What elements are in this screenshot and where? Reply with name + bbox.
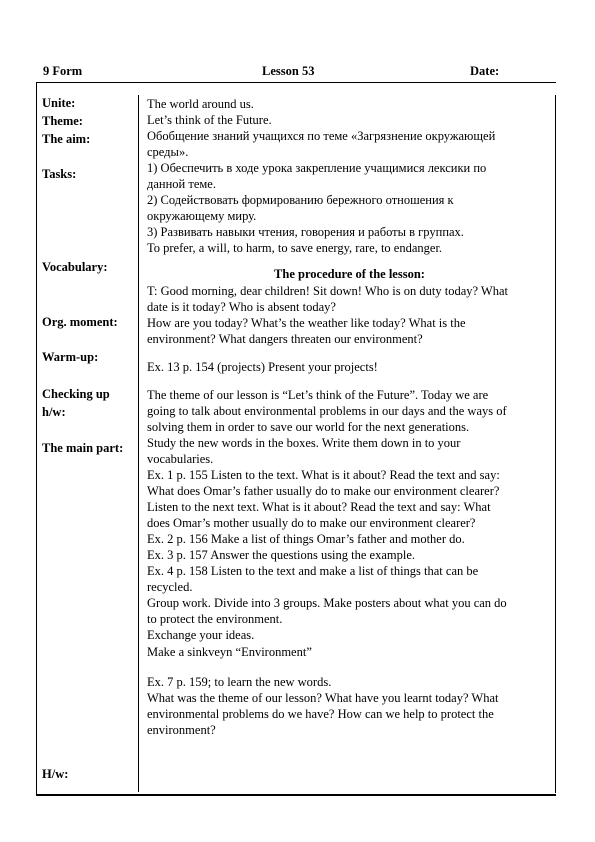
aim-text-line: среды». — [147, 145, 189, 160]
task-text-line: 3) Развивать навыки чтения, говорения и работы в группах. — [147, 225, 464, 240]
label-homework: H/w: — [42, 767, 69, 781]
task-text-line: окружающему миру. — [147, 209, 257, 224]
task-text-line: данной теме. — [147, 177, 216, 192]
main-part-text-line: Ex. 1 p. 155 Listen to the text. What is it about? Read the text and say: — [147, 467, 500, 482]
label-org-moment: Org. moment: — [42, 315, 118, 329]
main-part-text-line: Ex. 2 p. 156 Make a list of things Omar’s father and mother do. — [147, 532, 465, 547]
main-part-text-line: Make a sinkveyn “Environment” — [147, 644, 312, 659]
warm-up-text-line: How are you today? What’s the weather like today? What is the — [147, 315, 466, 330]
main-part-text-line: Group work. Divide into 3 groups. Make posters about what you can do — [147, 596, 507, 611]
org-moment-text-line: T: Good morning, dear children! Sit down! Who is on duty today? What — [147, 283, 509, 298]
label-warm-up: Warm-up: — [42, 350, 99, 364]
main-part-text-line: The theme of our lesson is “Let’s think of the Future”. Today we are — [147, 387, 489, 402]
task-text-line: 1) Обеспечить в ходе урока закрепление учащимися лексики по — [147, 161, 487, 176]
column-divider — [138, 95, 139, 792]
reflection-text-line: environment? — [147, 722, 216, 737]
warm-up-text-line: environment? What dangers threaten our environment? — [147, 331, 423, 346]
label-unite: Unite: — [42, 96, 76, 110]
form-label: 9 Form — [43, 64, 83, 78]
main-part-text-line: Exchange your ideas. — [147, 628, 255, 643]
right-border — [555, 95, 556, 793]
reflection-text-line: environmental problems do we have? How can we help to protect the — [147, 706, 494, 721]
label-hw-short: h/w: — [42, 405, 66, 419]
main-part-text-line: Ex. 4 p. 158 Listen to the text and make a list of things that can be — [147, 564, 479, 579]
main-part-text-line: vocabularies. — [147, 451, 214, 466]
date-label: Date: — [470, 64, 500, 78]
vocabulary-text: To prefer, a will, to harm, to save energy, rare, to endanger. — [147, 241, 443, 256]
label-theme: Theme: — [42, 114, 83, 128]
theme-text: Let’s think of the Future. — [147, 113, 272, 128]
label-main-part: The main part: — [42, 441, 124, 455]
main-part-text-line: Ex. 3 p. 157 Answer the questions using the example. — [147, 548, 416, 563]
lesson-content — [147, 96, 552, 738]
procedure-title: The procedure of the lesson: — [274, 267, 425, 282]
checking-text: Ex. 13 p. 154 (projects) Present your projects! — [147, 359, 378, 374]
aim-text-line: Обобщение знаний учащихся по теме «Загрязнение окружающей — [147, 129, 496, 144]
main-part-text-line: does Omar’s mother usually do to make our environment clearer? — [147, 516, 476, 531]
org-moment-text-line: date is it today? Who is absent today? — [147, 299, 336, 314]
main-part-text-line: solving them in order to save our world for the next generations. — [147, 419, 470, 434]
homework-text: Ex. 7 p. 159; to learn the new words. — [147, 674, 332, 689]
main-part-text-line: recycled. — [147, 580, 193, 595]
main-part-text-line: going to talk about environmental problems in our days and the ways of — [147, 403, 507, 418]
main-part-text-line: What does Omar’s father usually do to make our environment clearer? — [147, 484, 500, 499]
unite-text: The world around us. — [147, 97, 254, 111]
label-vocabulary: Vocabulary: — [42, 260, 108, 274]
label-aim: The aim: — [42, 132, 91, 146]
reflection-text-line: What was the theme of our lesson? What have you learnt today? What — [147, 690, 499, 705]
main-part-text-line: Study the new words in the boxes. Write them down in to your — [147, 435, 461, 450]
label-checking-up: Checking up — [42, 387, 110, 401]
label-tasks: Tasks: — [42, 167, 77, 181]
lesson-number: Lesson 53 — [262, 64, 315, 78]
main-part-text-line: to protect the environment. — [147, 612, 283, 627]
main-part-text-line: Listen to the next text. What is it about? Read the text and say: What — [147, 500, 491, 515]
task-text-line: 2) Содействовать формированию бережного отношения к — [147, 193, 454, 208]
